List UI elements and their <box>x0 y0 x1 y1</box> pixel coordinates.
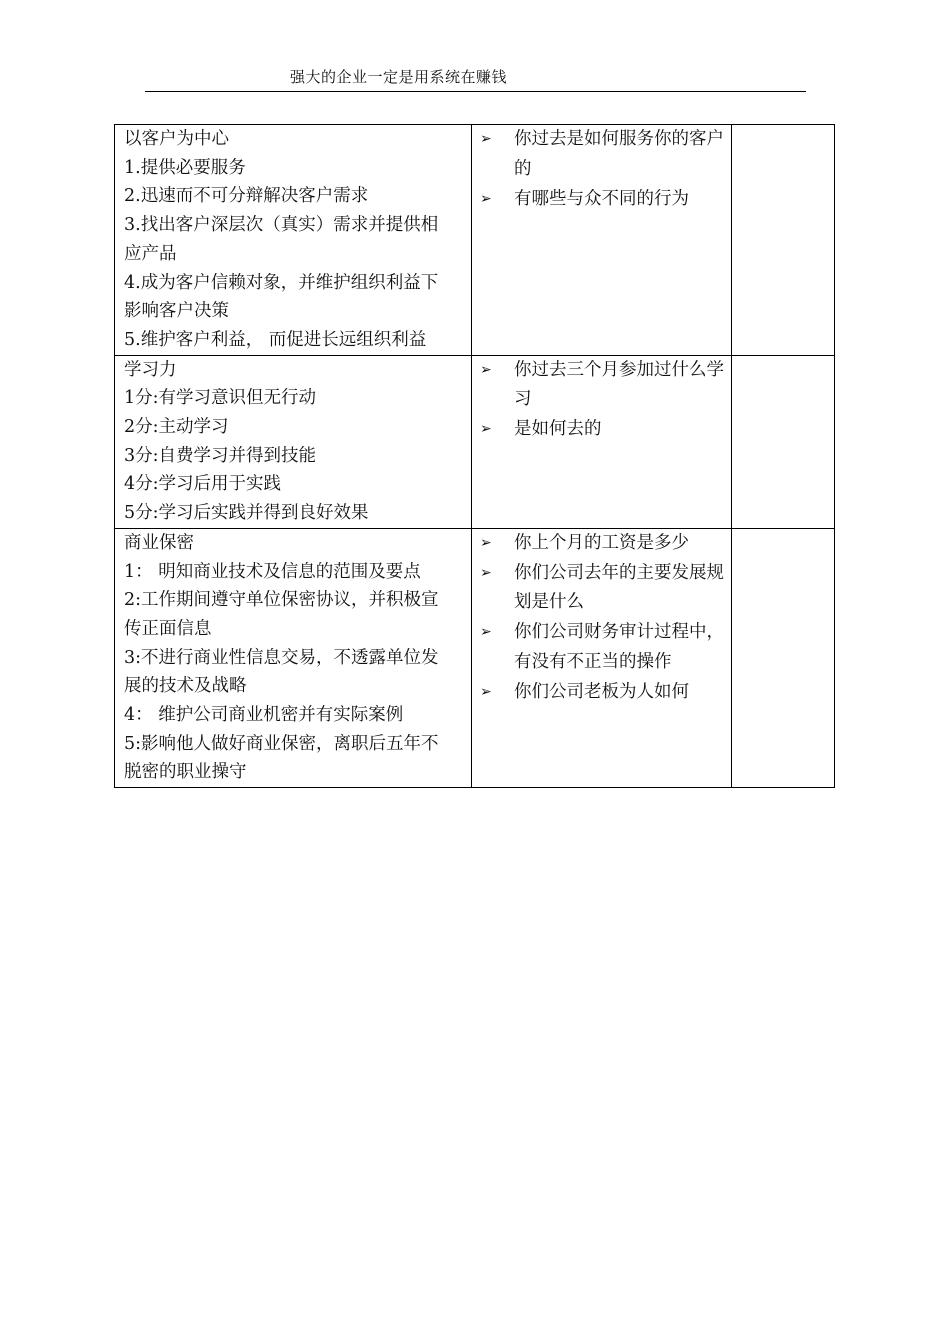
criteria-line: 4.成为客户信赖对象，并维护组织利益下 <box>124 272 439 293</box>
table-row <box>115 528 835 787</box>
evaluation-table <box>114 124 835 788</box>
list-item <box>480 356 727 415</box>
list-item <box>480 125 727 184</box>
arrow-bullet-icon: ➢ <box>480 421 492 438</box>
arrow-bullet-icon: ➢ <box>480 564 492 581</box>
arrow-bullet-icon: ➢ <box>480 361 492 378</box>
score-cell <box>732 125 835 356</box>
criteria-line: 3分:自费学习并得到技能 <box>124 445 317 466</box>
criteria-line: 2.迅速而不可分辩解决客户需求 <box>124 186 369 207</box>
question-text: 有哪些与众不同的行为 <box>514 188 689 209</box>
arrow-bullet-icon: ➢ <box>480 624 492 641</box>
criteria-cell <box>115 125 472 356</box>
criteria-line: 1.提供必要服务 <box>124 157 246 178</box>
criteria-title: 商业保密 <box>124 532 194 553</box>
list-item <box>480 185 727 215</box>
questions-cell <box>472 528 732 787</box>
criteria-title: 学习力 <box>124 359 177 380</box>
questions-cell <box>472 355 732 528</box>
arrow-bullet-icon: ➢ <box>480 190 492 207</box>
list-item <box>480 529 727 559</box>
question-text: 你上个月的工资是多少 <box>514 532 689 553</box>
list-item <box>480 415 727 445</box>
criteria-line: 5分:学习后实践并得到良好效果 <box>124 503 369 524</box>
questions-cell <box>472 125 732 356</box>
criteria-line: 2:工作期间遵守单位保密协议，并积极宣 <box>124 590 439 611</box>
arrow-bullet-icon: ➢ <box>480 131 492 147</box>
list-item <box>480 559 727 618</box>
criteria-title: 以客户为中心 <box>124 129 229 149</box>
criteria-line: 展的技术及战略 <box>124 676 247 697</box>
question-text: 你过去是如何服务你的客户的 <box>514 129 724 179</box>
question-text: 你们公司去年的主要发展规划是什么 <box>514 562 724 613</box>
table-row <box>115 355 835 528</box>
criteria-line: 应产品 <box>124 243 177 264</box>
table-row <box>115 125 835 356</box>
list-item <box>480 678 727 708</box>
question-text: 你们公司老板为人如何 <box>514 681 689 702</box>
arrow-bullet-icon: ➢ <box>480 683 492 700</box>
criteria-line: 4分:学习后用于实践 <box>124 474 282 495</box>
question-text: 你们公司财务审计过程中，有没有不正当的操作 <box>514 622 724 672</box>
question-text: 是如何去的 <box>514 419 602 440</box>
list-item <box>480 618 727 677</box>
criteria-line: 5:影响他人做好商业保密，离职后五年不 <box>124 733 439 754</box>
score-cell <box>732 355 835 528</box>
criteria-line: 3:不进行商业性信息交易，不透露单位发 <box>124 647 439 668</box>
criteria-line: 2分:主动学习 <box>124 417 229 438</box>
criteria-line: 脱密的职业操守 <box>124 762 247 783</box>
page-header-title: 强大的企业一定是用系统在赚钱 <box>290 68 508 86</box>
criteria-cell <box>115 355 472 528</box>
criteria-line: 传正面信息 <box>124 618 212 639</box>
page-header <box>145 64 806 92</box>
criteria-line: 1分:有学习意识但无行动 <box>124 388 317 409</box>
criteria-line: 影响客户决策 <box>124 301 229 322</box>
criteria-line: 4： 维护公司商业机密并有实际案例 <box>124 705 404 726</box>
arrow-bullet-icon: ➢ <box>480 534 492 551</box>
criteria-line: 1： 明知商业技术及信息的范围及要点 <box>124 561 421 582</box>
question-text: 你过去三个月参加过什么学习 <box>514 359 724 410</box>
score-cell <box>732 528 835 787</box>
criteria-line: 5.维护客户利益， 而促进长远组织利益 <box>124 329 427 350</box>
criteria-line: 3.找出客户深层次（真实）需求并提供相 <box>124 215 439 236</box>
criteria-cell <box>115 528 472 787</box>
